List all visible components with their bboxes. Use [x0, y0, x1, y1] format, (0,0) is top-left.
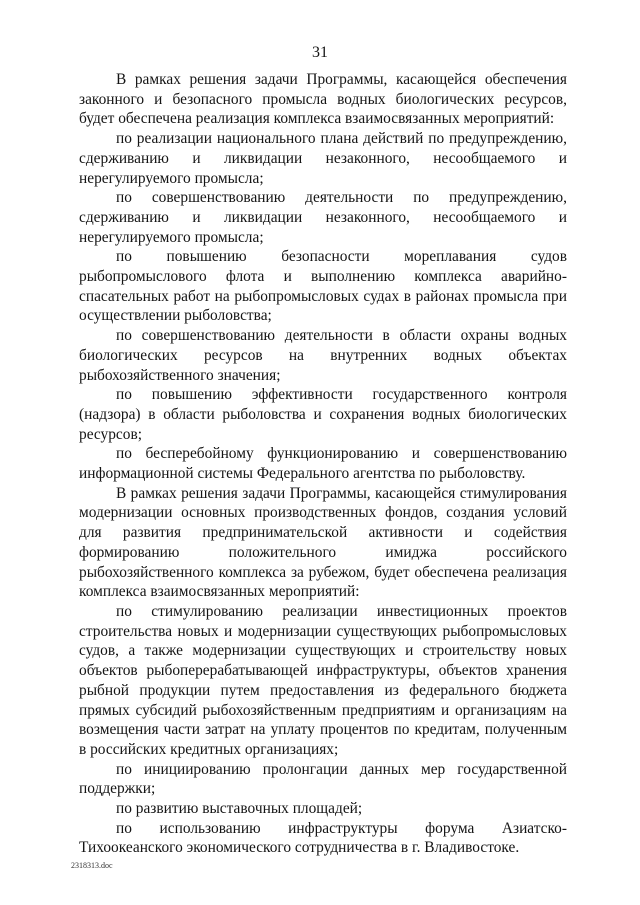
list-item: по бесперебойному функционированию и совершенствованию информационной системы Федерального агентства по рыболовству.: [79, 445, 567, 483]
page-number: 31: [312, 44, 328, 61]
paragraph: В рамках решения задачи Программы, касающейся обеспечения законного и безопасного промысла водных биологических ресурсов, будет обеспечена реализация комплекса взаимосвязанных мероприятий:: [79, 71, 567, 128]
list-item: по повышению безопасности мореплавания судов рыбопромыслового флота и выполнению комплекса аварийно-спасательных работ на рыбопромысловых судах в районах промысла при осуществлении рыболовства;: [79, 248, 567, 325]
list-item: по реализации национального плана действий по предупреждению, сдерживанию и ликвидации незаконного, несообщаемого и нерегулируемого промысла;: [79, 130, 567, 187]
list-item: по развитию выставочных площадей;: [116, 800, 363, 818]
list-item: по стимулированию реализации инвестиционных проектов строительства новых и модернизации существующих рыбопромысловых судов, а также модернизации существующих и строительству новых объектов рыбоперерабатывающей инфраструктуры, объектов хранения рыбной продукции путем предоставления из федерального бюджета прямых субсидий рыбохозяйственным предприятиям и организациям на возмещения части затрат на уплату процентов по кредитам, полученным в российских кредитных организациях;: [79, 602, 567, 758]
list-item: по совершенствованию деятельности по предупреждению, сдерживанию и ликвидации незаконного, несообщаемого и нерегулируемого промысла;: [79, 189, 567, 246]
list-item: по повышению эффективности государственного контроля (надзора) в области рыболовства и сохранения водных биологических ресурсов;: [79, 386, 567, 443]
list-item: по инициированию пролонгации данных мер государственной поддержки;: [79, 760, 567, 798]
list-item: по совершенствованию деятельности в области охраны водных биологических ресурсов на внутренних водных объектах рыбохозяйственного значения;: [79, 327, 567, 384]
document-body: [79, 70, 567, 858]
file-name-footer: 2318313.doc: [71, 861, 113, 870]
list-item: по использованию инфраструктуры форума Азиатско-Тихоокеанского экономического сотрудничества в г. Владивостоке.: [79, 819, 567, 857]
paragraph: В рамках решения задачи Программы, касающейся стимулирования модернизации основных производственных фондов, создания условий для развития предпринимательской активности и содействия формированию положительного имиджа российского рыбохозяйственного комплекса за рубежом, будет обеспечена реализация комплекса взаимосвязанных мероприятий:: [79, 484, 567, 601]
